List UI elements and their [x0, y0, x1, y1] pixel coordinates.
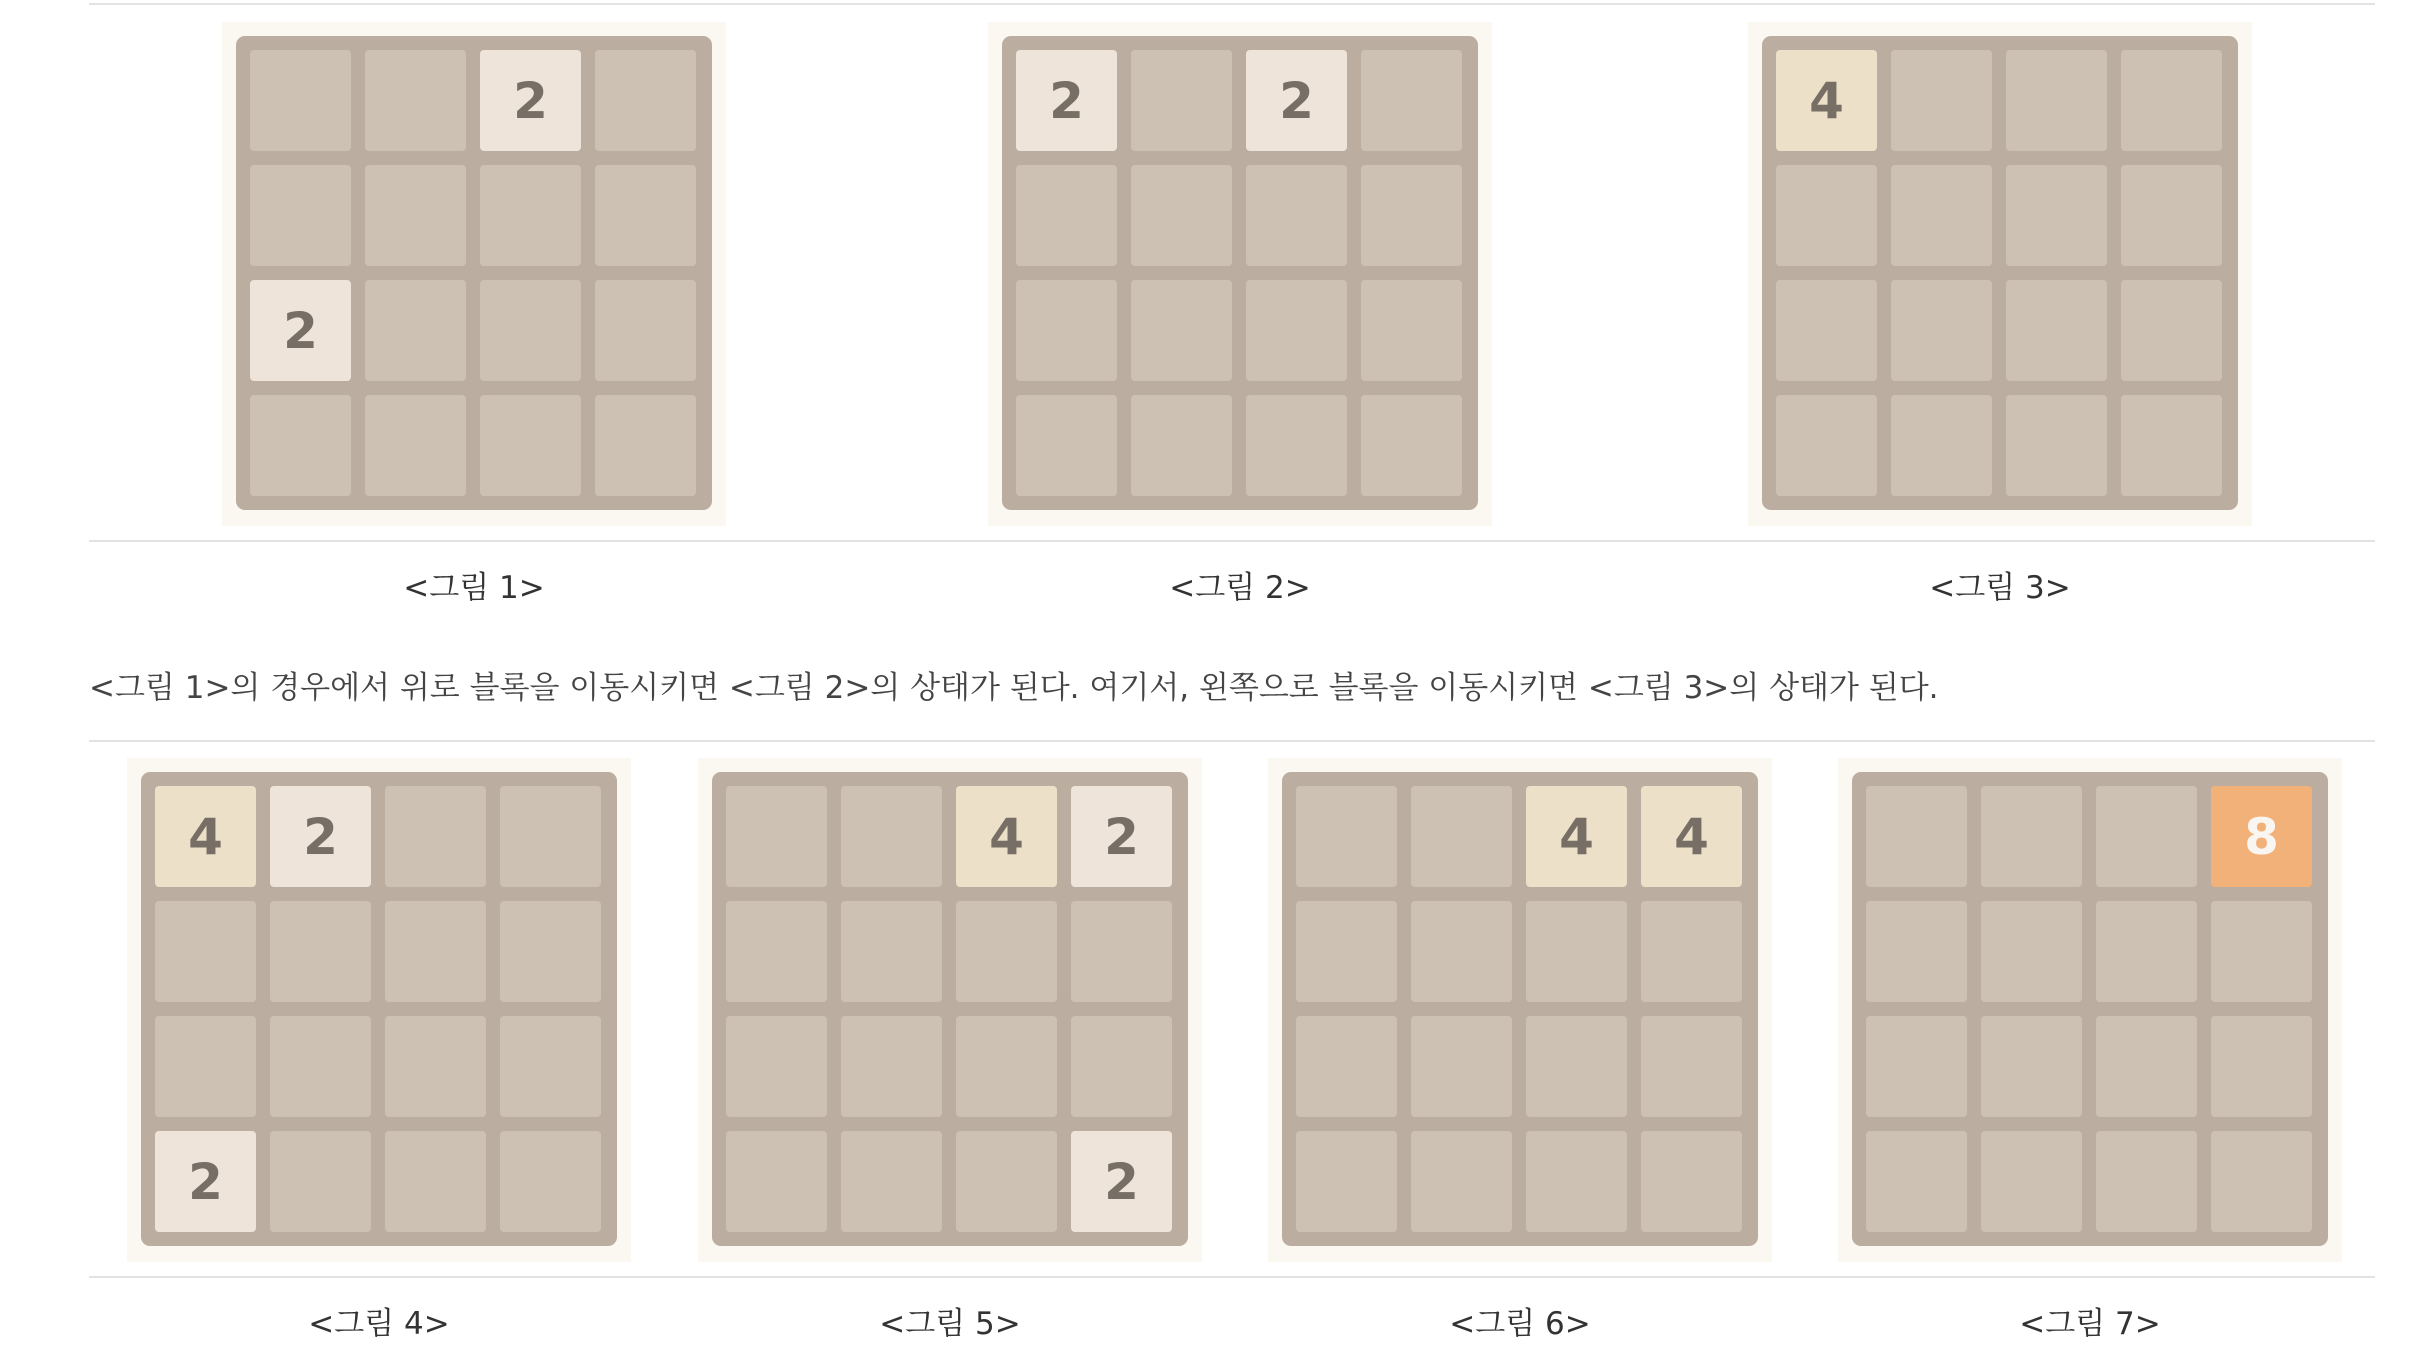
empty-tile	[385, 1131, 486, 1232]
empty-tile	[2121, 280, 2222, 381]
figure-4-caption: <그림 4>	[308, 1306, 450, 1342]
empty-tile	[1246, 395, 1347, 496]
empty-tile	[1411, 901, 1512, 1002]
empty-tile	[1891, 50, 1992, 151]
empty-tile	[1361, 395, 1462, 496]
empty-tile	[480, 280, 581, 381]
empty-tile	[2006, 50, 2107, 151]
tile-2: 2	[1071, 1131, 1172, 1232]
tile-2: 2	[155, 1131, 256, 1232]
empty-tile	[1776, 280, 1877, 381]
tile-4: 4	[956, 786, 1057, 887]
empty-tile	[2096, 901, 2197, 1002]
empty-tile	[1071, 1016, 1172, 1117]
paragraph-divider	[89, 740, 2375, 742]
empty-tile	[1526, 1016, 1627, 1117]
empty-tile	[2121, 395, 2222, 496]
empty-tile	[2211, 1131, 2312, 1232]
empty-tile	[726, 1016, 827, 1117]
empty-tile	[956, 1131, 1057, 1232]
empty-tile	[365, 395, 466, 496]
empty-tile	[2006, 395, 2107, 496]
empty-tile	[1891, 165, 1992, 266]
empty-tile	[841, 1131, 942, 1232]
empty-tile	[2096, 1016, 2197, 1117]
empty-tile	[1981, 901, 2082, 1002]
empty-tile	[1641, 1016, 1742, 1117]
empty-tile	[1526, 1131, 1627, 1232]
empty-tile	[1981, 1016, 2082, 1117]
empty-tile	[155, 901, 256, 1002]
tile-4: 4	[1776, 50, 1877, 151]
tile-4: 4	[1526, 786, 1627, 887]
tile-2: 2	[250, 280, 351, 381]
empty-tile	[2096, 786, 2197, 887]
figure-5-board	[712, 772, 1188, 1246]
tile-2: 2	[1016, 50, 1117, 151]
empty-tile	[726, 901, 827, 1002]
tile-2: 2	[1071, 786, 1172, 887]
empty-tile	[365, 280, 466, 381]
figure-7-caption: <그림 7>	[2019, 1306, 2161, 1342]
empty-tile	[1296, 1016, 1397, 1117]
figure-2-caption: <그림 2>	[1169, 570, 1311, 606]
empty-tile	[1866, 1016, 1967, 1117]
tile-2: 2	[480, 50, 581, 151]
empty-tile	[1131, 395, 1232, 496]
empty-tile	[1131, 165, 1232, 266]
figure-2-board	[1002, 36, 1478, 510]
empty-tile	[2121, 50, 2222, 151]
empty-tile	[1296, 1131, 1397, 1232]
figure-7-board	[1852, 772, 2328, 1246]
empty-tile	[1411, 1016, 1512, 1117]
tile-2: 2	[1246, 50, 1347, 151]
empty-tile	[500, 786, 601, 887]
empty-tile	[1891, 395, 1992, 496]
empty-tile	[2211, 1016, 2312, 1117]
figure-6-caption: <그림 6>	[1449, 1306, 1591, 1342]
empty-tile	[1296, 786, 1397, 887]
empty-tile	[250, 395, 351, 496]
empty-tile	[1866, 901, 1967, 1002]
figure-7-board-frame	[1838, 758, 2342, 1262]
empty-tile	[250, 50, 351, 151]
empty-tile	[1016, 165, 1117, 266]
empty-tile	[270, 901, 371, 1002]
empty-tile	[1866, 1131, 1967, 1232]
empty-tile	[270, 1131, 371, 1232]
figure-3-caption: <그림 3>	[1929, 570, 2071, 606]
empty-tile	[595, 50, 696, 151]
figure-5-board-frame	[698, 758, 1202, 1262]
empty-tile	[500, 1131, 601, 1232]
empty-tile	[480, 165, 581, 266]
empty-tile	[1296, 901, 1397, 1002]
empty-tile	[1981, 786, 2082, 887]
figure-6-board	[1282, 772, 1758, 1246]
empty-tile	[1071, 901, 1172, 1002]
tile-8: 8	[2211, 786, 2312, 887]
figure-3-board-frame	[1748, 22, 2252, 526]
figure-4-board-frame	[127, 758, 631, 1262]
empty-tile	[1641, 1131, 1742, 1232]
empty-tile	[385, 786, 486, 887]
empty-tile	[2121, 165, 2222, 266]
figure-3-board	[1762, 36, 2238, 510]
empty-tile	[500, 901, 601, 1002]
empty-tile	[1411, 1131, 1512, 1232]
empty-tile	[595, 395, 696, 496]
empty-tile	[1526, 901, 1627, 1002]
empty-tile	[1361, 165, 1462, 266]
empty-tile	[1981, 1131, 2082, 1232]
row2-divider	[89, 1276, 2375, 1278]
empty-tile	[595, 165, 696, 266]
empty-tile	[2006, 280, 2107, 381]
figure-1-board	[236, 36, 712, 510]
empty-tile	[500, 1016, 601, 1117]
empty-tile	[385, 1016, 486, 1117]
empty-tile	[2096, 1131, 2197, 1232]
row1-divider	[89, 540, 2375, 542]
empty-tile	[1776, 395, 1877, 496]
tile-4: 4	[155, 786, 256, 887]
figure-2-board-frame	[988, 22, 1492, 526]
figure-1-caption: <그림 1>	[403, 570, 545, 606]
empty-tile	[1361, 50, 1462, 151]
empty-tile	[2211, 901, 2312, 1002]
empty-tile	[595, 280, 696, 381]
empty-tile	[250, 165, 351, 266]
empty-tile	[385, 901, 486, 1002]
empty-tile	[841, 786, 942, 887]
empty-tile	[1016, 280, 1117, 381]
figure-5-caption: <그림 5>	[879, 1306, 1021, 1342]
empty-tile	[1246, 165, 1347, 266]
empty-tile	[1776, 165, 1877, 266]
empty-tile	[365, 50, 466, 151]
empty-tile	[1131, 280, 1232, 381]
empty-tile	[1361, 280, 1462, 381]
tile-2: 2	[270, 786, 371, 887]
empty-tile	[2006, 165, 2107, 266]
empty-tile	[956, 1016, 1057, 1117]
empty-tile	[726, 786, 827, 887]
empty-tile	[365, 165, 466, 266]
figure-1-board-frame	[222, 22, 726, 526]
top-divider	[89, 3, 2375, 5]
figure-4-board	[141, 772, 617, 1246]
tile-4: 4	[1641, 786, 1742, 887]
empty-tile	[480, 395, 581, 496]
empty-tile	[841, 901, 942, 1002]
empty-tile	[1866, 786, 1967, 887]
empty-tile	[155, 1016, 256, 1117]
empty-tile	[1641, 901, 1742, 1002]
empty-tile	[1246, 280, 1347, 381]
empty-tile	[1891, 280, 1992, 381]
empty-tile	[841, 1016, 942, 1117]
empty-tile	[270, 1016, 371, 1117]
empty-tile	[1016, 395, 1117, 496]
figure-6-board-frame	[1268, 758, 1772, 1262]
empty-tile	[1411, 786, 1512, 887]
empty-tile	[726, 1131, 827, 1232]
empty-tile	[1131, 50, 1232, 151]
explanation-paragraph: <그림 1>의 경우에서 위로 블록을 이동시키면 <그림 2>의 상태가 된다. 여기서, 왼쪽으로 블록을 이동시키면 <그림 3>의 상태가 된다.	[89, 670, 1939, 706]
empty-tile	[956, 901, 1057, 1002]
